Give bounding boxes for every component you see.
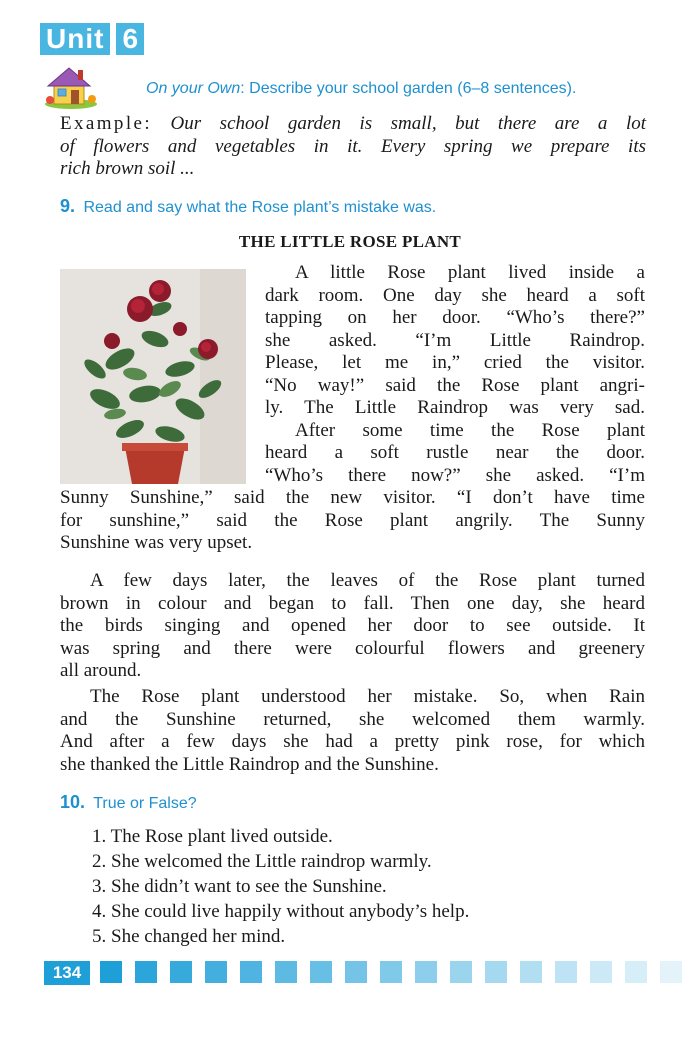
story-line: she thanked the Little Raindrop and the Sunshine. [60,753,439,775]
example-line-2: of flowers and vegetables in it. Every spring we prepare its [60,135,646,157]
on-your-own-task [40,64,660,110]
story-line: she asked. “I’m Little Raindrop. [265,329,645,351]
list-item: 3. She didn’t want to see the Sunshine. [92,876,387,897]
story-line: And after a few days she had a pretty pink rose, for which [60,731,645,752]
footer-square [135,961,157,983]
footer-square [415,961,437,983]
footer-square [625,961,647,983]
house-icon [42,64,100,110]
story-line: Please, let me in,” cried the visitor. [265,352,645,373]
story-line: for sunshine,” said the Rose plant angrily. The Sunny [60,509,645,531]
story-line: The Rose plant understood her mistake. So, when Rain [90,686,645,707]
exercise-9-instruction: Read and say what the Rose plant’s mistake was. [83,199,437,216]
story-line: A little Rose plant lived inside a [295,262,645,283]
list-item: 1. The Rose plant lived outside. [92,826,333,847]
footer-square [520,961,542,983]
footer-square [310,961,332,983]
footer-square [590,961,612,983]
footer-square [485,961,507,983]
list-item: 5. She changed her mind. [92,926,286,947]
unit-word: Unit [40,23,110,55]
story-line: “No way!” said the Rose plant angri- [265,374,645,396]
example-text [60,113,646,181]
story-line: and the Sunshine returned, she welcomed them warmly. [60,708,645,730]
footer-square [170,961,192,983]
story-line: ly. The Little Raindrop was very sad. [265,397,645,418]
exercise-10-instruction: True or False? [93,795,197,812]
exercise-9-heading [60,196,436,217]
on-your-own-label: On your Own [146,80,241,97]
story-paragraph-1 [265,262,645,487]
rose-plant-photo [60,269,246,484]
footer-square [555,961,577,983]
on-your-own-text: : Describe your school garden (6–8 sentences). [240,80,577,97]
story-paragraph-1-continued [60,487,645,555]
list-item: 2. She welcomed the Little raindrop warmly. [92,851,432,872]
page-footer [44,961,694,985]
true-false-list [92,824,652,949]
unit-header [40,22,144,56]
footer-square [450,961,472,983]
exercise-10-number: 10. [60,792,86,812]
story-line: Sunshine was very upset. [60,532,253,553]
footer-square [345,961,367,983]
exercise-10-heading [60,792,197,813]
footer-square [100,961,122,983]
footer-square [380,961,402,983]
page-number: 134 [44,961,90,985]
exercise-9-number: 9. [60,196,76,216]
unit-number: 6 [116,23,144,55]
footer-square [275,961,297,983]
footer-square [205,961,227,983]
example-line-3: rich brown soil ... [60,158,195,179]
story-line: After some time the Rose plant [295,419,645,441]
footer-square [240,961,262,983]
story-title: THE LITTLE ROSE PLANT [238,232,462,251]
list-item: 4. She could live happily without anybody’s help. [92,901,470,922]
story-line: heard a soft rustle near the door. [265,442,645,463]
story-line: tapping on her door. “Who’s there?” [265,307,645,328]
on-your-own-instruction [146,80,576,98]
story-line: A few days later, the leaves of the Rose plant turned [90,570,645,591]
story-line: the birds singing and opened her door to see outside. It [60,615,645,636]
story-line: “Who’s there now?” she asked. “I’m [265,464,645,486]
example-label: Example: [60,113,153,134]
story-line: dark room. One day she heard a soft [265,284,645,306]
story-line: brown in colour and began to fall. Then one day, she heard [60,592,645,614]
story-paragraph-3 [60,686,645,776]
story-line: all around. [60,660,142,681]
story-paragraph-2 [60,570,645,683]
story-line: was spring and there were colourful flowers and greenery [60,637,645,659]
example-line-1: Our school garden is small, but there are a lot [170,113,647,134]
story-line: Sunny Sunshine,” said the new visitor. “I don’t have time [60,487,645,508]
footer-square [660,961,682,983]
